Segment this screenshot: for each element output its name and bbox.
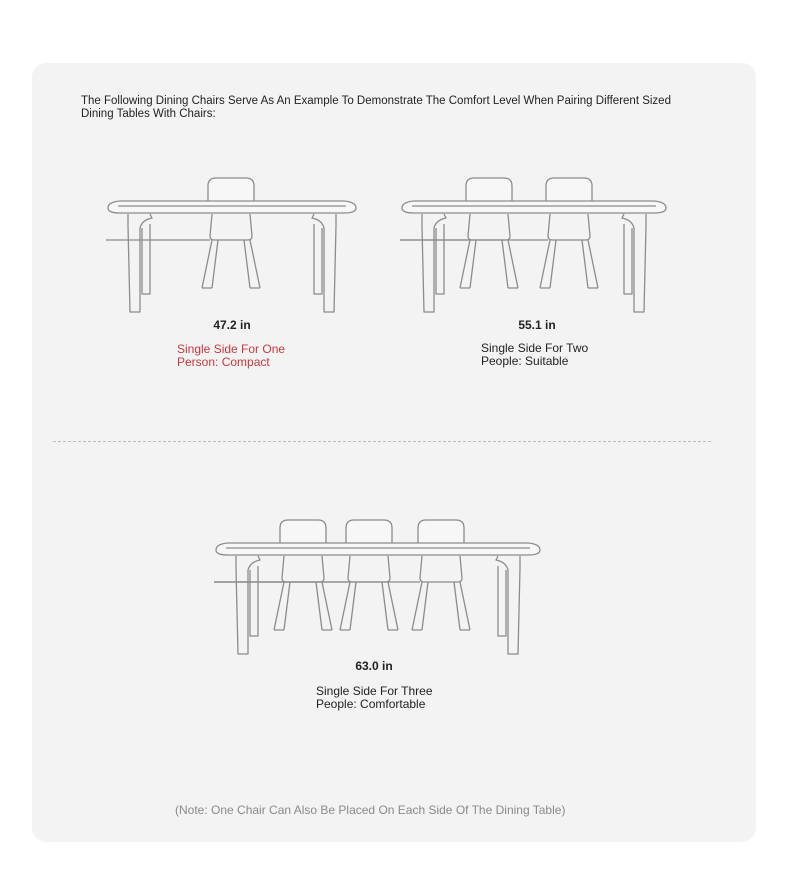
- table-leg-left: [236, 556, 260, 654]
- table-leg-right-back: [314, 224, 322, 294]
- table-leg-right: [496, 556, 520, 654]
- table-leg-right-back: [624, 224, 632, 294]
- section-divider: [53, 441, 711, 442]
- table-2-chair-diagram: [400, 176, 668, 316]
- chair-back: [208, 178, 254, 202]
- table-top: [216, 543, 540, 555]
- table-leg-left-back: [436, 224, 444, 294]
- table-top: [108, 201, 356, 213]
- table-3-size: 63.0 in: [355, 659, 393, 673]
- chair-legs: [214, 582, 398, 630]
- table-leg-left-back: [250, 566, 258, 636]
- table-leg-right: [622, 214, 646, 312]
- chair-legs: [214, 582, 332, 630]
- chair-back: [418, 520, 464, 544]
- table-1-chair-diagram: [106, 176, 358, 316]
- chair-back: [346, 520, 392, 544]
- table-leg-right: [312, 214, 336, 312]
- chair-body: [420, 556, 462, 582]
- table-1-caption: Single Side For One Person: Compact: [177, 342, 286, 369]
- chair-body: [548, 214, 590, 240]
- table-3-caption: Single Side For Three People: Comfortable: [316, 684, 433, 711]
- chair-back: [546, 178, 592, 202]
- table-1-size: 47.2 in: [213, 318, 251, 332]
- chair-body: [282, 556, 324, 582]
- chair-back: [280, 520, 326, 544]
- table-2-caption: Single Side For Two People: Suitable: [481, 341, 589, 368]
- chair-legs: [400, 240, 518, 288]
- table-leg-left: [128, 214, 152, 312]
- chair-body: [210, 214, 252, 240]
- table-top: [402, 201, 666, 213]
- table-3-chair-diagram: [214, 518, 542, 658]
- intro-text: The Following Dining Chairs Serve As An Example To Demonstrate The Comfort Level When Pairing Different Sized Dining Tables With Chairs:: [81, 95, 671, 120]
- chair-body: [468, 214, 510, 240]
- table-2-size: 55.1 in: [518, 318, 556, 332]
- chair-back: [466, 178, 512, 202]
- chair-legs: [400, 240, 598, 288]
- table-leg-left-back: [142, 224, 150, 294]
- footnote: (Note: One Chair Can Also Be Placed On Each Side Of The Dining Table): [175, 803, 566, 817]
- table-leg-left: [422, 214, 446, 312]
- chair-body: [348, 556, 390, 582]
- table-leg-right-back: [498, 566, 506, 636]
